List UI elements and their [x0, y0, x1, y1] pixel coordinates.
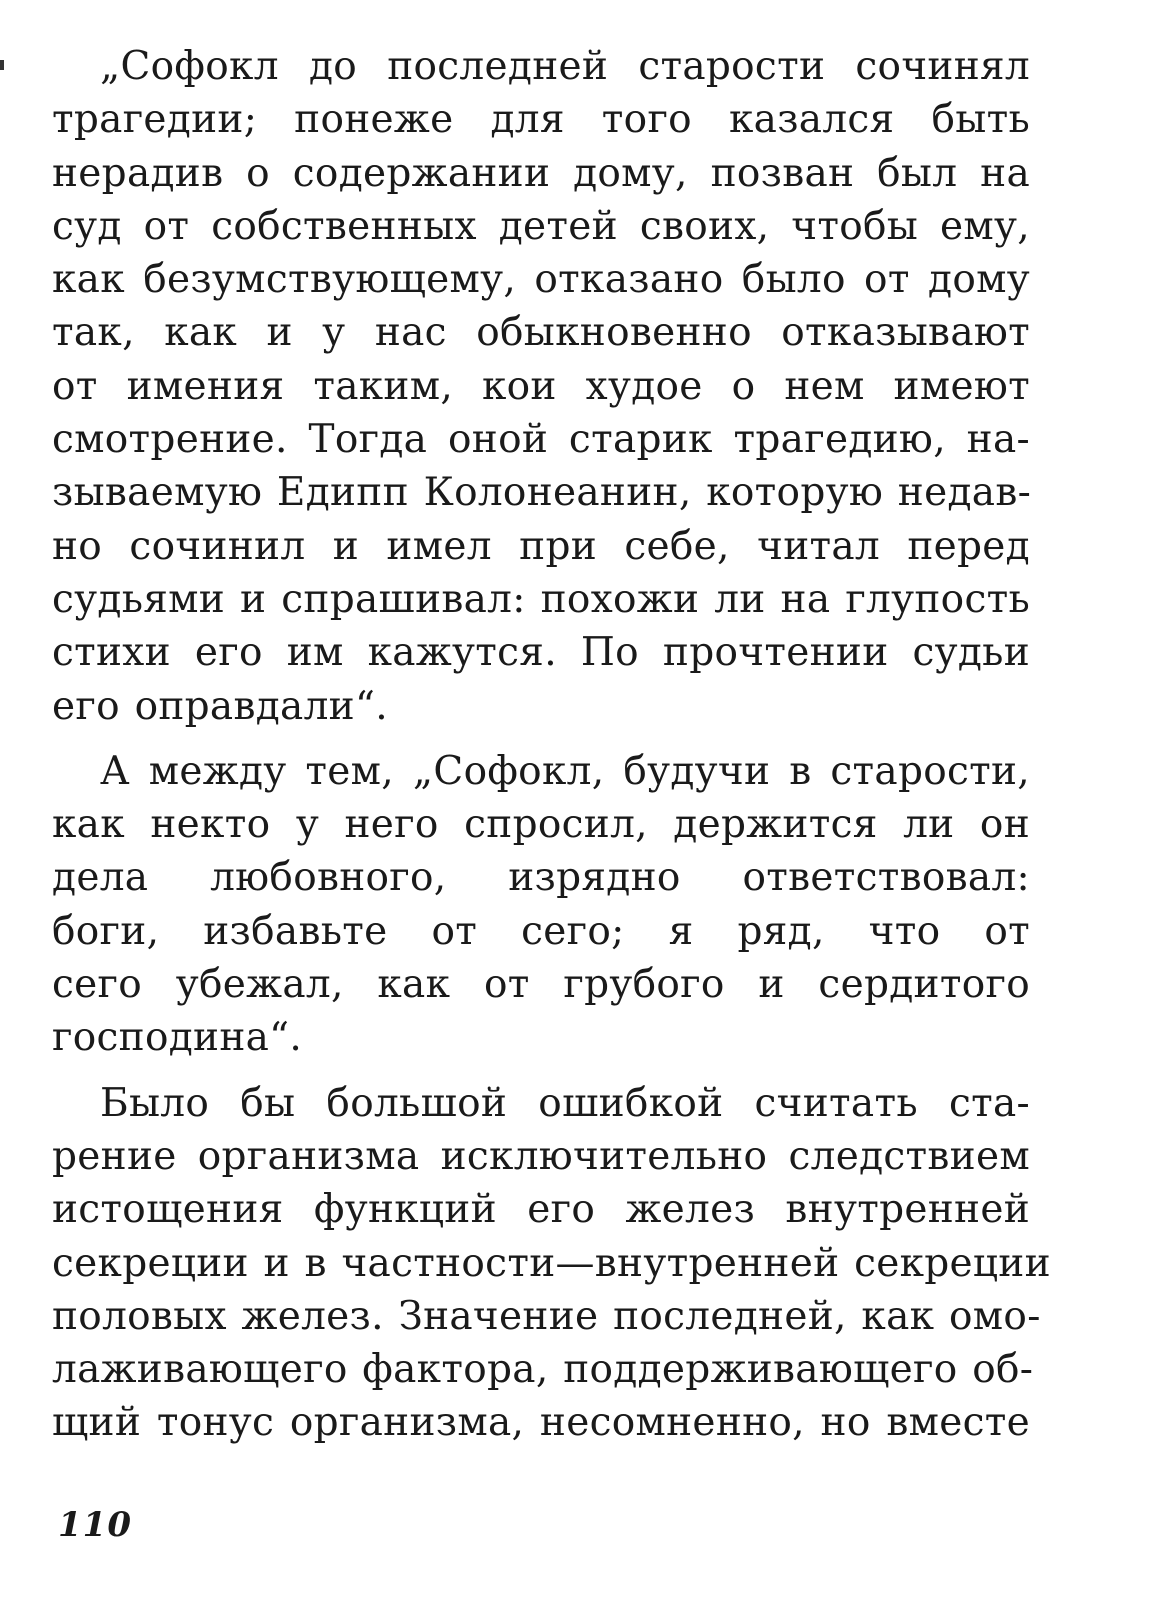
- text-line: зываемую Едипп Колонеанин, которую недав-: [52, 470, 1032, 516]
- text-line: трагедии; понеже для того казался быть: [52, 97, 1030, 143]
- text-line: щий тонус организма, несомненно, но вместе: [52, 1400, 1030, 1446]
- text-line: лаживающего фактора, поддерживающего об-: [52, 1347, 1034, 1393]
- text-line: половых желез. Значение последней, как омо-: [52, 1293, 1041, 1339]
- text-line: смотрение. Тогда оной старик трагедию, на-: [52, 417, 1030, 463]
- text-line: рение организма исключительно следствием: [52, 1133, 1030, 1179]
- text-line: боги, избавьте от сего; я ряд, что от: [52, 908, 1030, 954]
- text-line: секреции и в частности—внутренней секреции: [52, 1240, 1051, 1286]
- text-line: судьями и спрашивал: похожи ли на глупость: [52, 576, 1030, 622]
- paragraph-1: [52, 40, 1030, 733]
- text-line: Было бы большой ошибкой считать ста-: [100, 1080, 1030, 1126]
- paragraph-2: [52, 745, 1030, 1065]
- paragraph-3: [52, 1077, 1051, 1450]
- text-line: А между тем, „Софокл, будучи в старости,: [100, 748, 1030, 794]
- page-text: [52, 40, 1051, 1580]
- text-line: нерадив о содержании дому, позван был на: [52, 150, 1030, 196]
- text-line: „Софокл до последней старости сочинял: [100, 44, 1030, 89]
- text-line: как безумствующему, отказано было от дому: [52, 257, 1030, 303]
- scan-edge-mark: [0, 60, 4, 70]
- text-line: сего убежал, как от грубого и сердитого: [52, 962, 1030, 1008]
- text-line: стихи его им кажутся. По прочтении судьи: [52, 630, 1030, 676]
- text-line: истощения функций его желез внутренней: [52, 1187, 1030, 1233]
- text-line: его оправдали“.: [52, 683, 388, 729]
- text-line: господина“.: [52, 1015, 303, 1061]
- text-line: как некто у него спросил, держится ли он: [52, 802, 1030, 848]
- text-line: но сочинил и имел при себе, читал перед: [52, 523, 1030, 569]
- page-number: 110: [58, 1505, 132, 1545]
- text-line: от имения таким, кои худое о нем имеют: [52, 363, 1030, 409]
- text-line: суд от собственных детей своих, чтобы ему,: [52, 203, 1030, 249]
- text-line: так, как и у нас обыкновенно отказывают: [52, 310, 1030, 356]
- text-line: дела любовного, изрядно ответствовал:: [52, 855, 1030, 901]
